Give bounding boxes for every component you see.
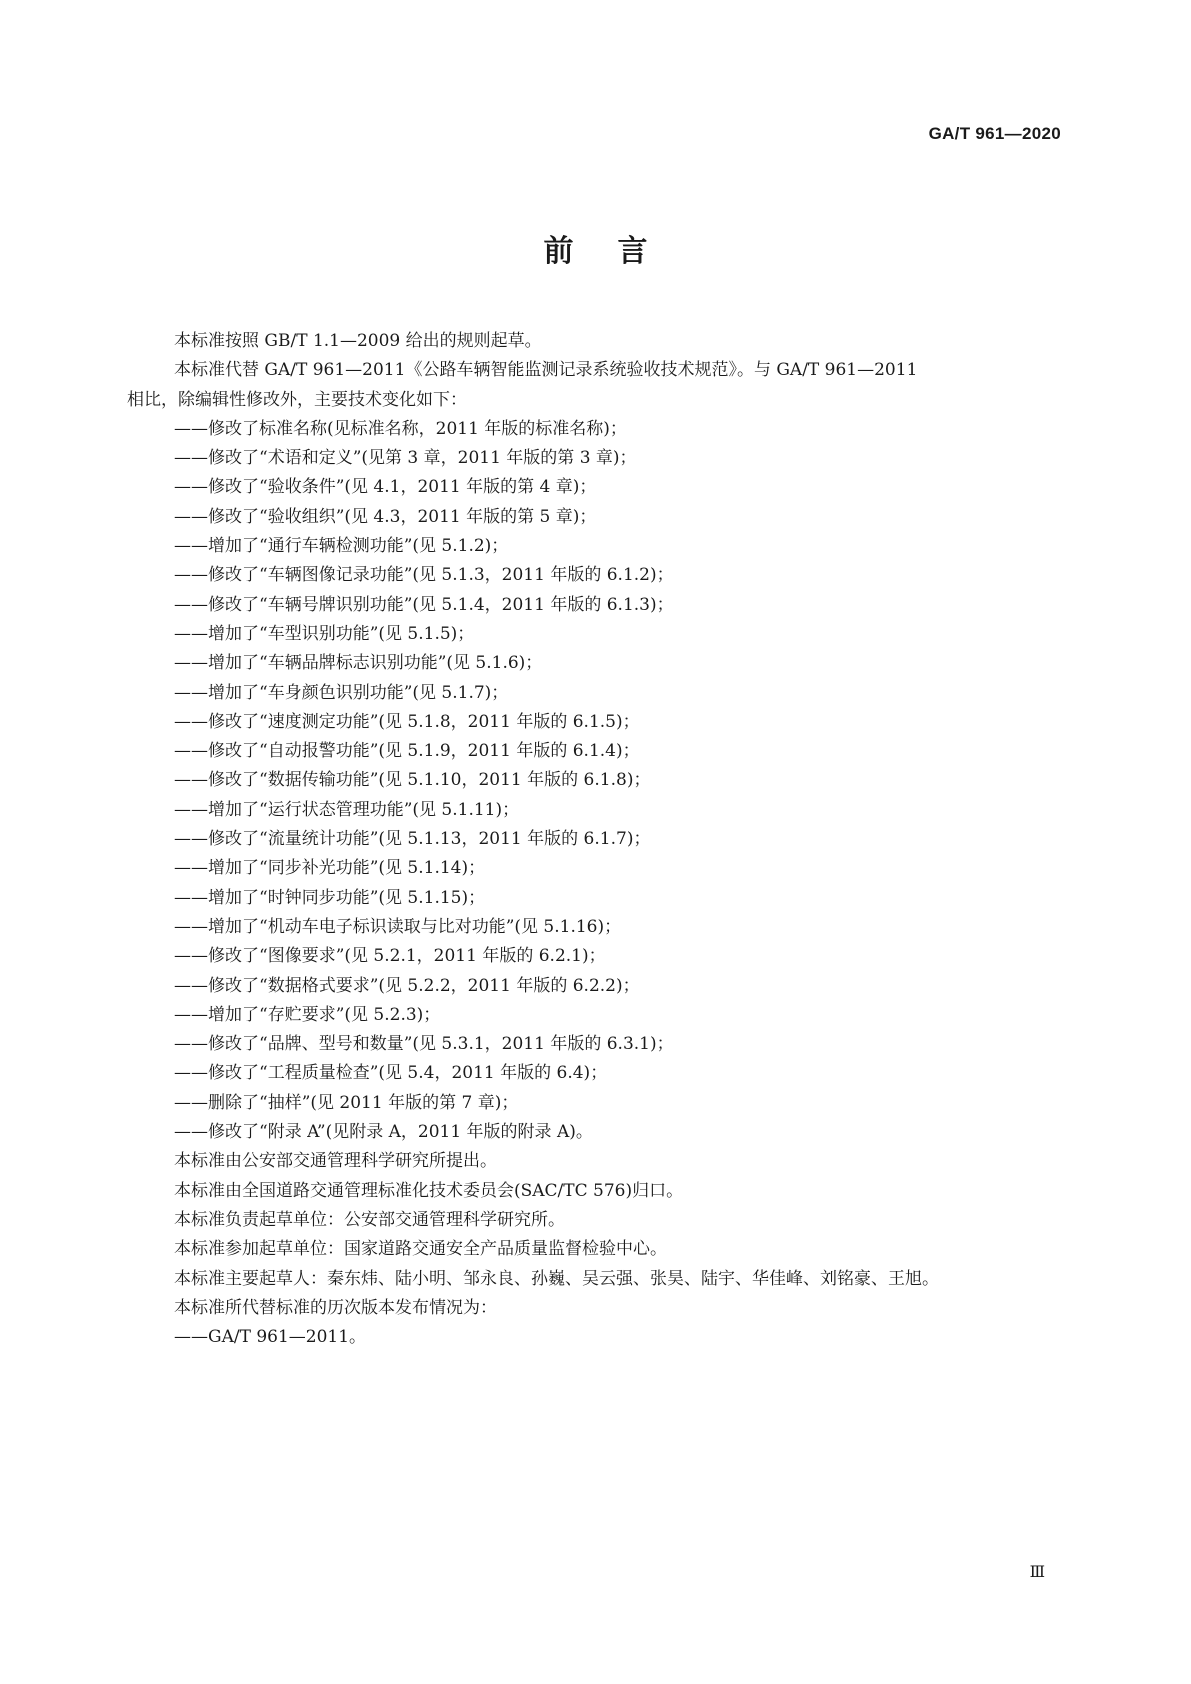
list-item: ——删除了“抽样”(见 2011 年版的第 7 章)；: [174, 1092, 519, 1113]
list-item: ——修改了“车辆图像记录功能”(见 5.1.3，2011 年版的 6.1.2)；: [174, 565, 674, 586]
paragraph-replacement-continued: 相比，除编辑性修改外，主要技术变化如下：: [127, 389, 467, 410]
list-item: ——修改了“附录 A”(见附录 A，2011 年版的附录 A)。: [174, 1122, 593, 1143]
list-item: ——修改了标准名称(见标准名称，2011 年版的标准名称)；: [174, 418, 627, 439]
list-item: ——修改了“工程质量检查”(见 5.4，2011 年版的 6.4)；: [174, 1063, 608, 1084]
list-item: ——增加了“运行状态管理功能”(见 5.1.11)；: [174, 799, 520, 820]
changes-list: [127, 415, 1067, 1147]
list-item: ——增加了“通行车辆检测功能”(见 5.1.2)；: [174, 536, 509, 557]
list-item: ——修改了“数据传输功能”(见 5.1.10，2011 年版的 6.1.8)；: [174, 770, 651, 791]
paragraph-participating-unit: 本标准参加起草单位：国家道路交通安全产品质量监督检验中心。: [174, 1239, 667, 1260]
list-item: ——增加了“存贮要求”(见 5.2.3)；: [174, 1004, 441, 1025]
list-item: ——增加了“车型识别功能”(见 5.1.5)；: [174, 623, 475, 644]
list-item: ——增加了“同步补光功能”(见 5.1.14)；: [174, 858, 486, 879]
list-item: ——增加了“车身颜色识别功能”(见 5.1.7)；: [174, 682, 509, 703]
list-item: ——修改了“速度测定功能”(见 5.1.8，2011 年版的 6.1.5)；: [174, 711, 640, 732]
paragraph-centralized: 本标准由全国道路交通管理标准化技术委员会(SAC/TC 576)归口。: [174, 1180, 684, 1201]
paragraph-proposer: 本标准由公安部交通管理科学研究所提出。: [174, 1151, 497, 1172]
paragraph-history-intro: 本标准所代替标准的历次版本发布情况为：: [174, 1297, 497, 1318]
list-item: ——修改了“验收组织”(见 4.3，2011 年版的第 5 章)；: [174, 506, 597, 527]
list-item: ——增加了“车辆品牌标志识别功能”(见 5.1.6)；: [174, 653, 543, 674]
list-item: ——修改了“自动报警功能”(见 5.1.9，2011 年版的 6.1.4)；: [174, 741, 640, 762]
paragraph-drafters: 本标准主要起草人：秦东炜、陆小明、邹永良、孙巍、吴云强、张昊、陆宇、华佳峰、刘铭豪、王旭。: [174, 1268, 939, 1289]
page-number: Ⅲ: [1029, 1562, 1045, 1581]
paragraph-replacement: 本标准代替 GA/T 961—2011《公路车辆智能监测记录系统验收技术规范》。与 GA/T 961—2011: [174, 360, 918, 381]
list-item: ——修改了“图像要求”(见 5.2.1，2011 年版的 6.2.1)；: [174, 946, 606, 967]
list-item: ——增加了“时钟同步功能”(见 5.1.15)；: [174, 887, 486, 908]
list-item: ——修改了“验收条件”(见 4.1，2011 年版的第 4 章)；: [174, 477, 597, 498]
list-item: ——修改了“数据格式要求”(见 5.2.2，2011 年版的 6.2.2)；: [174, 975, 640, 996]
foreword-body: [127, 327, 1067, 1352]
paragraph-lead-unit: 本标准负责起草单位：公安部交通管理科学研究所。: [174, 1209, 565, 1230]
list-item: ——修改了“流量统计功能”(见 5.1.13，2011 年版的 6.1.7)；: [174, 829, 651, 850]
list-item: ——修改了“术语和定义”(见第 3 章，2011 年版的第 3 章)；: [174, 448, 637, 469]
history-item: ——GA/T 961—2011。: [174, 1327, 367, 1348]
standard-code: GA/T 961—2020: [928, 124, 1061, 143]
list-item: ——增加了“机动车电子标识读取与比对功能”(见 5.1.16)；: [174, 916, 622, 937]
page-title: 前言: [543, 234, 692, 269]
list-item: ——修改了“车辆号牌识别功能”(见 5.1.4，2011 年版的 6.1.3)；: [174, 594, 674, 615]
paragraph-drafting-rules: 本标准按照 GB/T 1.1—2009 给出的规则起草。: [174, 331, 542, 351]
list-item: ——修改了“品牌、型号和数量”(见 5.3.1，2011 年版的 6.3.1)；: [174, 1034, 674, 1055]
